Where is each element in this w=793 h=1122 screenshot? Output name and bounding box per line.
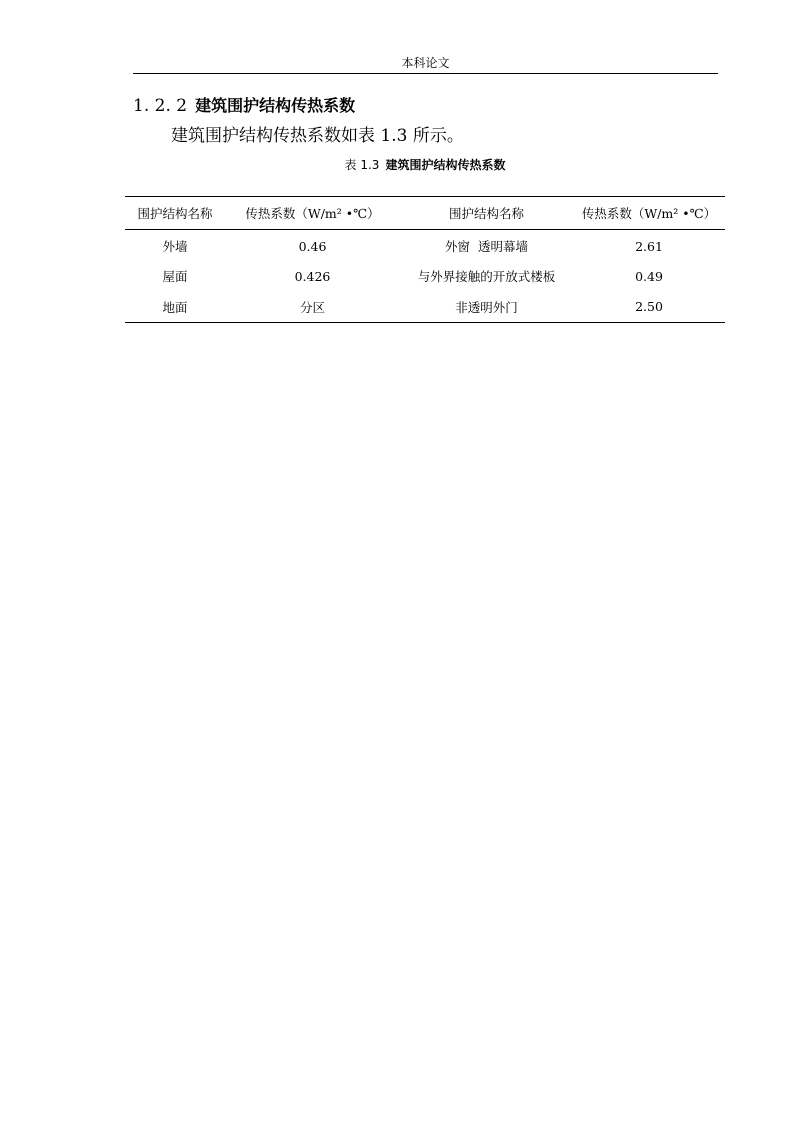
table-caption xyxy=(125,157,725,173)
heat-transfer-table xyxy=(125,196,725,323)
body-paragraph: 建筑围护结构传热系数如表 1.3 所示。 xyxy=(171,126,464,146)
table-cell: 0.426 xyxy=(294,268,331,284)
section-number: 1. 2. 2 xyxy=(133,96,188,116)
header-cell: 传热系数（W/m² •℃） xyxy=(581,206,717,221)
table-caption-label: 表 1.3 xyxy=(344,158,380,172)
page-header: 本科论文 xyxy=(401,56,450,70)
section-title: 建筑围护结构传热系数 xyxy=(195,96,356,115)
table-cell: 外墙 xyxy=(162,239,188,255)
table-header-row xyxy=(125,197,725,230)
header-rule xyxy=(133,73,718,74)
table-cell: 2.50 xyxy=(635,299,663,315)
table-row xyxy=(125,292,725,323)
table-row xyxy=(125,230,725,261)
table-cell: 外窗 透明幕墙 xyxy=(445,239,528,255)
table-cell: 与外界接触的开放式楼板 xyxy=(417,269,556,284)
table-row xyxy=(125,261,725,292)
header-cell: 围护结构名称 xyxy=(448,206,524,221)
table-cell: 地面 xyxy=(162,299,188,315)
table-cell: 0.46 xyxy=(298,238,327,254)
table-cell: 2.61 xyxy=(635,238,663,254)
table-caption-title: 建筑围护结构传热系数 xyxy=(385,158,506,172)
header-cell: 传热系数（W/m² •℃） xyxy=(245,206,380,221)
table-cell: 0.49 xyxy=(635,268,663,284)
table-cell: 分区 xyxy=(299,299,325,315)
table-cell: 非透明外门 xyxy=(455,299,518,315)
table-cell: 屋面 xyxy=(162,269,188,284)
header-cell: 围护结构名称 xyxy=(137,206,213,221)
section-heading xyxy=(133,95,355,117)
